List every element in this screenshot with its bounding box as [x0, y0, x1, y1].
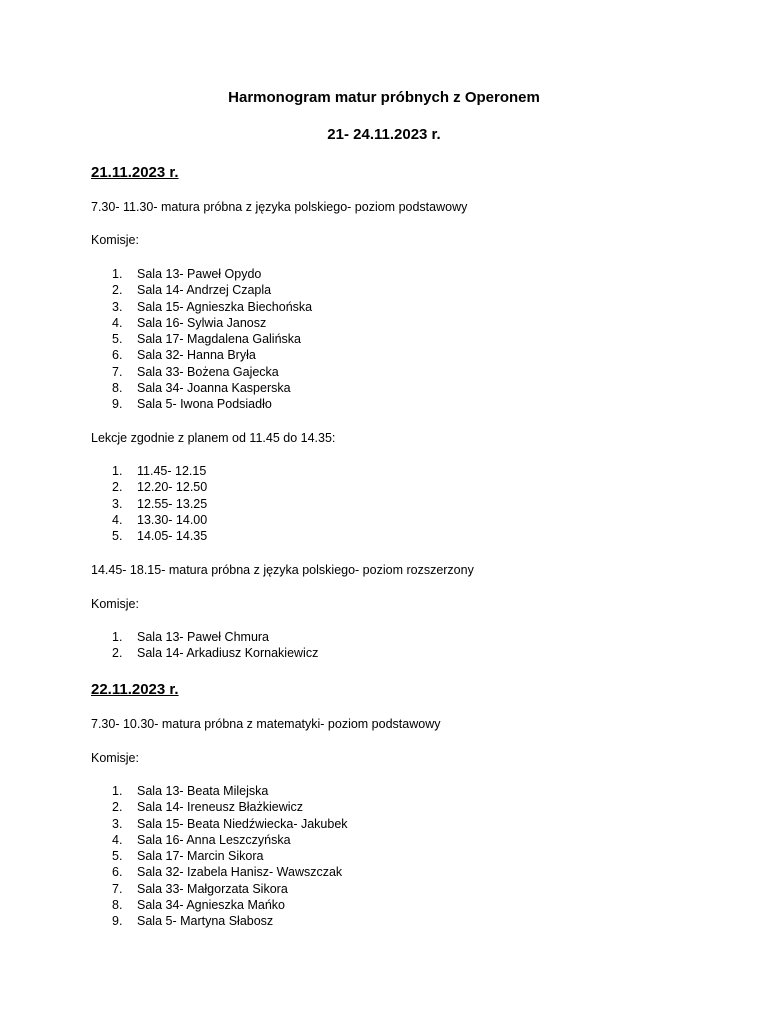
list-item-text: Sala 17- Marcin Sikora	[137, 849, 264, 864]
list-item-text: 13.30- 14.00	[137, 512, 208, 527]
list-item-number: 4.	[112, 315, 123, 330]
list-item-number: 1.	[112, 464, 123, 478]
list-item-number: 4.	[112, 512, 123, 527]
day-2-date-heading: 22.11.2023 r.	[91, 681, 179, 698]
list-item-number: 2.	[112, 283, 123, 298]
document-date-range: 21- 24.11.2023 r.	[327, 126, 441, 143]
list-item-text: Sala 34- Agnieszka Mańko	[137, 898, 286, 913]
list-item-text: Sala 16- Anna Leszczyńska	[137, 832, 291, 847]
list-item-number: 7.	[112, 881, 123, 896]
day-1-lessons-text: Lekcje zgodnie z planem od 11.45 do 14.35:	[91, 431, 336, 445]
list-item-text: Sala 14- Arkadiusz Kornakiewicz	[137, 646, 319, 661]
list-item-number: 9.	[112, 914, 123, 929]
list-item-text: Sala 32- Izabela Hanisz- Wawszczak	[137, 865, 343, 880]
list-item-number: 9.	[112, 397, 123, 412]
list-item-text: Sala 5- Martyna Słabosz	[137, 914, 274, 929]
day-1-session-1-text: 7.30- 11.30- matura próbna z języka polskiego- poziom podstawowy	[91, 200, 468, 214]
list-item-number: 1.	[112, 784, 123, 798]
list-item-text: Sala 13- Paweł Opydo	[137, 267, 262, 281]
list-item-number: 4.	[112, 832, 123, 847]
list-item-number: 3.	[112, 299, 123, 314]
list-item-number: 5.	[112, 849, 123, 864]
list-item-number: 2.	[112, 480, 123, 495]
list-item-text: 12.55- 13.25	[137, 496, 208, 511]
list-item-number: 6.	[112, 348, 123, 363]
list-item-number: 3.	[112, 816, 123, 831]
list-item-number: 1.	[112, 267, 123, 281]
document-title: Harmonogram matur próbnych z Operonem	[228, 89, 540, 106]
list-item-text: Sala 33- Bożena Gajecka	[137, 364, 279, 379]
list-item-number: 8.	[112, 381, 123, 396]
list-item-number: 5.	[112, 529, 123, 544]
list-item-number: 6.	[112, 865, 123, 880]
day-1-session-2-text: 14.45- 18.15- matura próbna z języka polskiego- poziom rozszerzony	[91, 563, 474, 577]
list-item-text: Sala 15- Agnieszka Biechońska	[137, 299, 313, 314]
list-item-text: Sala 33- Małgorzata Sikora	[137, 881, 288, 896]
list-item-text: Sala 14- Ireneusz Błażkiewicz	[137, 800, 304, 815]
list-item-text: Sala 16- Sylwia Janosz	[137, 315, 267, 330]
list-item-number: 5.	[112, 332, 123, 347]
list-item-number: 2.	[112, 646, 123, 661]
list-item-number: 2.	[112, 800, 123, 815]
list-item-number: 1.	[112, 630, 123, 644]
list-item-text: Sala 5- Iwona Podsiadło	[137, 397, 272, 412]
list-item-number: 7.	[112, 364, 123, 379]
list-item-text: 12.20- 12.50	[137, 480, 208, 495]
list-item-text: 14.05- 14.35	[137, 529, 208, 544]
list-item-text: 11.45- 12.15	[137, 464, 207, 478]
day-1-session-2-commissions-label: Komisje:	[91, 597, 139, 611]
list-item-text: Sala 13- Paweł Chmura	[137, 630, 270, 644]
list-item-number: 8.	[112, 898, 123, 913]
list-item-text: Sala 13- Beata Milejska	[137, 784, 269, 798]
list-item-text: Sala 15- Beata Niedźwiecka- Jakubek	[137, 816, 348, 831]
day-2-session-1-commissions-label: Komisje:	[91, 751, 139, 765]
day-1-date-heading: 21.11.2023 r.	[91, 164, 179, 181]
list-item-text: Sala 14- Andrzej Czapla	[137, 283, 272, 298]
list-item-text: Sala 34- Joanna Kasperska	[137, 381, 291, 396]
day-2-session-1-text: 7.30- 10.30- matura próbna z matematyki- poziom podstawowy	[91, 717, 441, 731]
list-item-number: 3.	[112, 496, 123, 511]
list-item-text: Sala 32- Hanna Bryła	[137, 348, 256, 363]
list-item-text: Sala 17- Magdalena Galińska	[137, 332, 301, 347]
day-1-session-1-commissions-label: Komisje:	[91, 233, 139, 247]
